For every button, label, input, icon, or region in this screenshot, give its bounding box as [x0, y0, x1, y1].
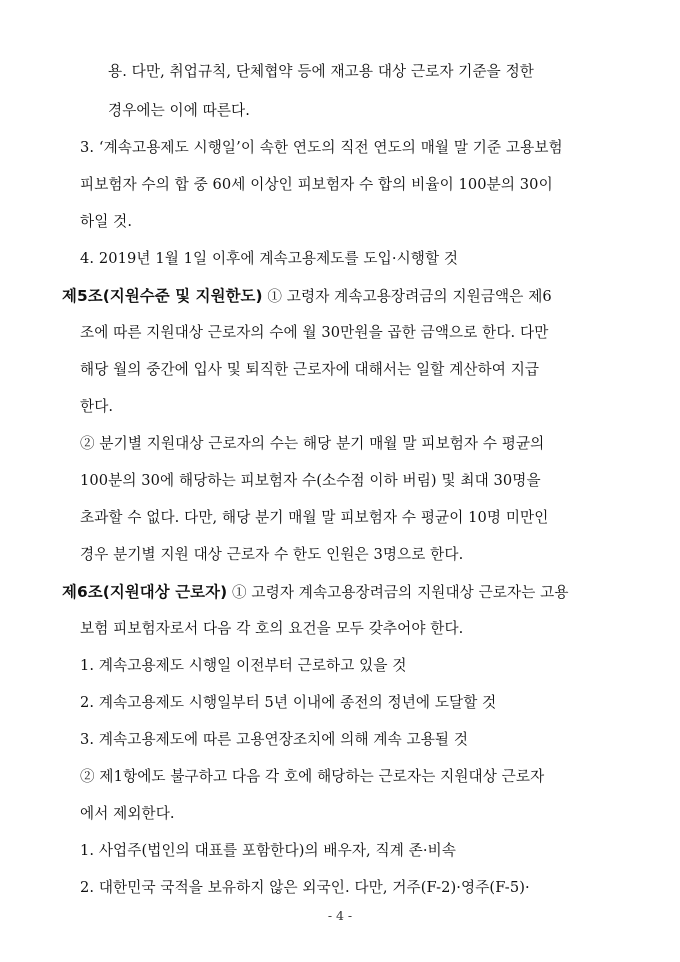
- text-line: 경우에는 이에 따른다.: [108, 102, 250, 119]
- text-line: 100분의 30에 해당하는 피보험자 수(소수점 이하 버림) 및 최대 30명을: [80, 472, 541, 489]
- text-line: 4. 2019년 1월 1일 이후에 계속고용제도를 도입·시행할 것: [80, 250, 459, 267]
- text-line: 3. ‘계속고용제도 시행일’이 속한 연도의 직전 연도의 매월 말 기준 고용보험: [80, 139, 563, 156]
- text-line: 초과할 수 없다. 다만, 해당 분기 매월 말 피보험자 수 평균이 10명 미만인: [80, 509, 549, 526]
- text-line: 용. 다만, 취업규칙, 단체협약 등에 재고용 대상 근로자 기준을 정한: [108, 63, 535, 80]
- text-line: 1. 사업주(법인의 대표를 포함한다)의 배우자, 직계 존·비속: [80, 842, 456, 859]
- text-line: 보험 피보험자로서 다음 각 호의 요건을 모두 갖추어야 한다.: [80, 620, 464, 637]
- article-6-text: ① 고령자 계속고용장려금의 지원대상 근로자는 고용: [227, 584, 569, 601]
- text-line: 경우 분기별 지원 대상 근로자 수 한도 인원은 3명으로 한다.: [80, 546, 464, 563]
- text-line: 2. 대한민국 국적을 보유하지 않은 외국인. 다만, 거주(F-2)·영주(F-5)·: [80, 879, 530, 896]
- text-line: 2. 계속고용제도 시행일부터 5년 이내에 종전의 정년에 도달할 것: [80, 694, 497, 711]
- article-5-text: ① 고령자 계속고용장려금의 지원금액은 제6: [262, 288, 552, 305]
- text-line: 조에 따른 지원대상 근로자의 수에 월 30만원을 곱한 금액으로 한다. 다만: [80, 324, 549, 341]
- text-line: 하일 것.: [80, 213, 133, 230]
- text-line: 1. 계속고용제도 시행일 이전부터 근로하고 있을 것: [80, 657, 407, 674]
- text-line: 해당 월의 중간에 입사 및 퇴직한 근로자에 대해서는 일할 계산하여 지급: [80, 361, 540, 378]
- text-line: 피보험자 수의 합 중 60세 이상인 피보험자 수 합의 비율이 100분의 30이: [80, 176, 553, 193]
- text-line: 에서 제외한다.: [80, 805, 175, 822]
- article-6-title: 제6조(지원대상 근로자): [62, 583, 228, 601]
- article-6-line: [62, 582, 569, 603]
- text-line: 3. 계속고용제도에 따른 고용연장조치에 의해 계속 고용될 것: [80, 731, 469, 748]
- article-5-line: [62, 286, 552, 307]
- text-line: ② 분기별 지원대상 근로자의 수는 해당 분기 매월 말 피보험자 수 평균의: [80, 435, 545, 452]
- text-line: ② 제1항에도 불구하고 다음 각 호에 해당하는 근로자는 지원대상 근로자: [80, 768, 545, 785]
- article-5-title: 제5조(지원수준 및 지원한도): [62, 287, 263, 305]
- text-line: 한다.: [80, 398, 114, 415]
- page-number: - 4 -: [327, 908, 353, 923]
